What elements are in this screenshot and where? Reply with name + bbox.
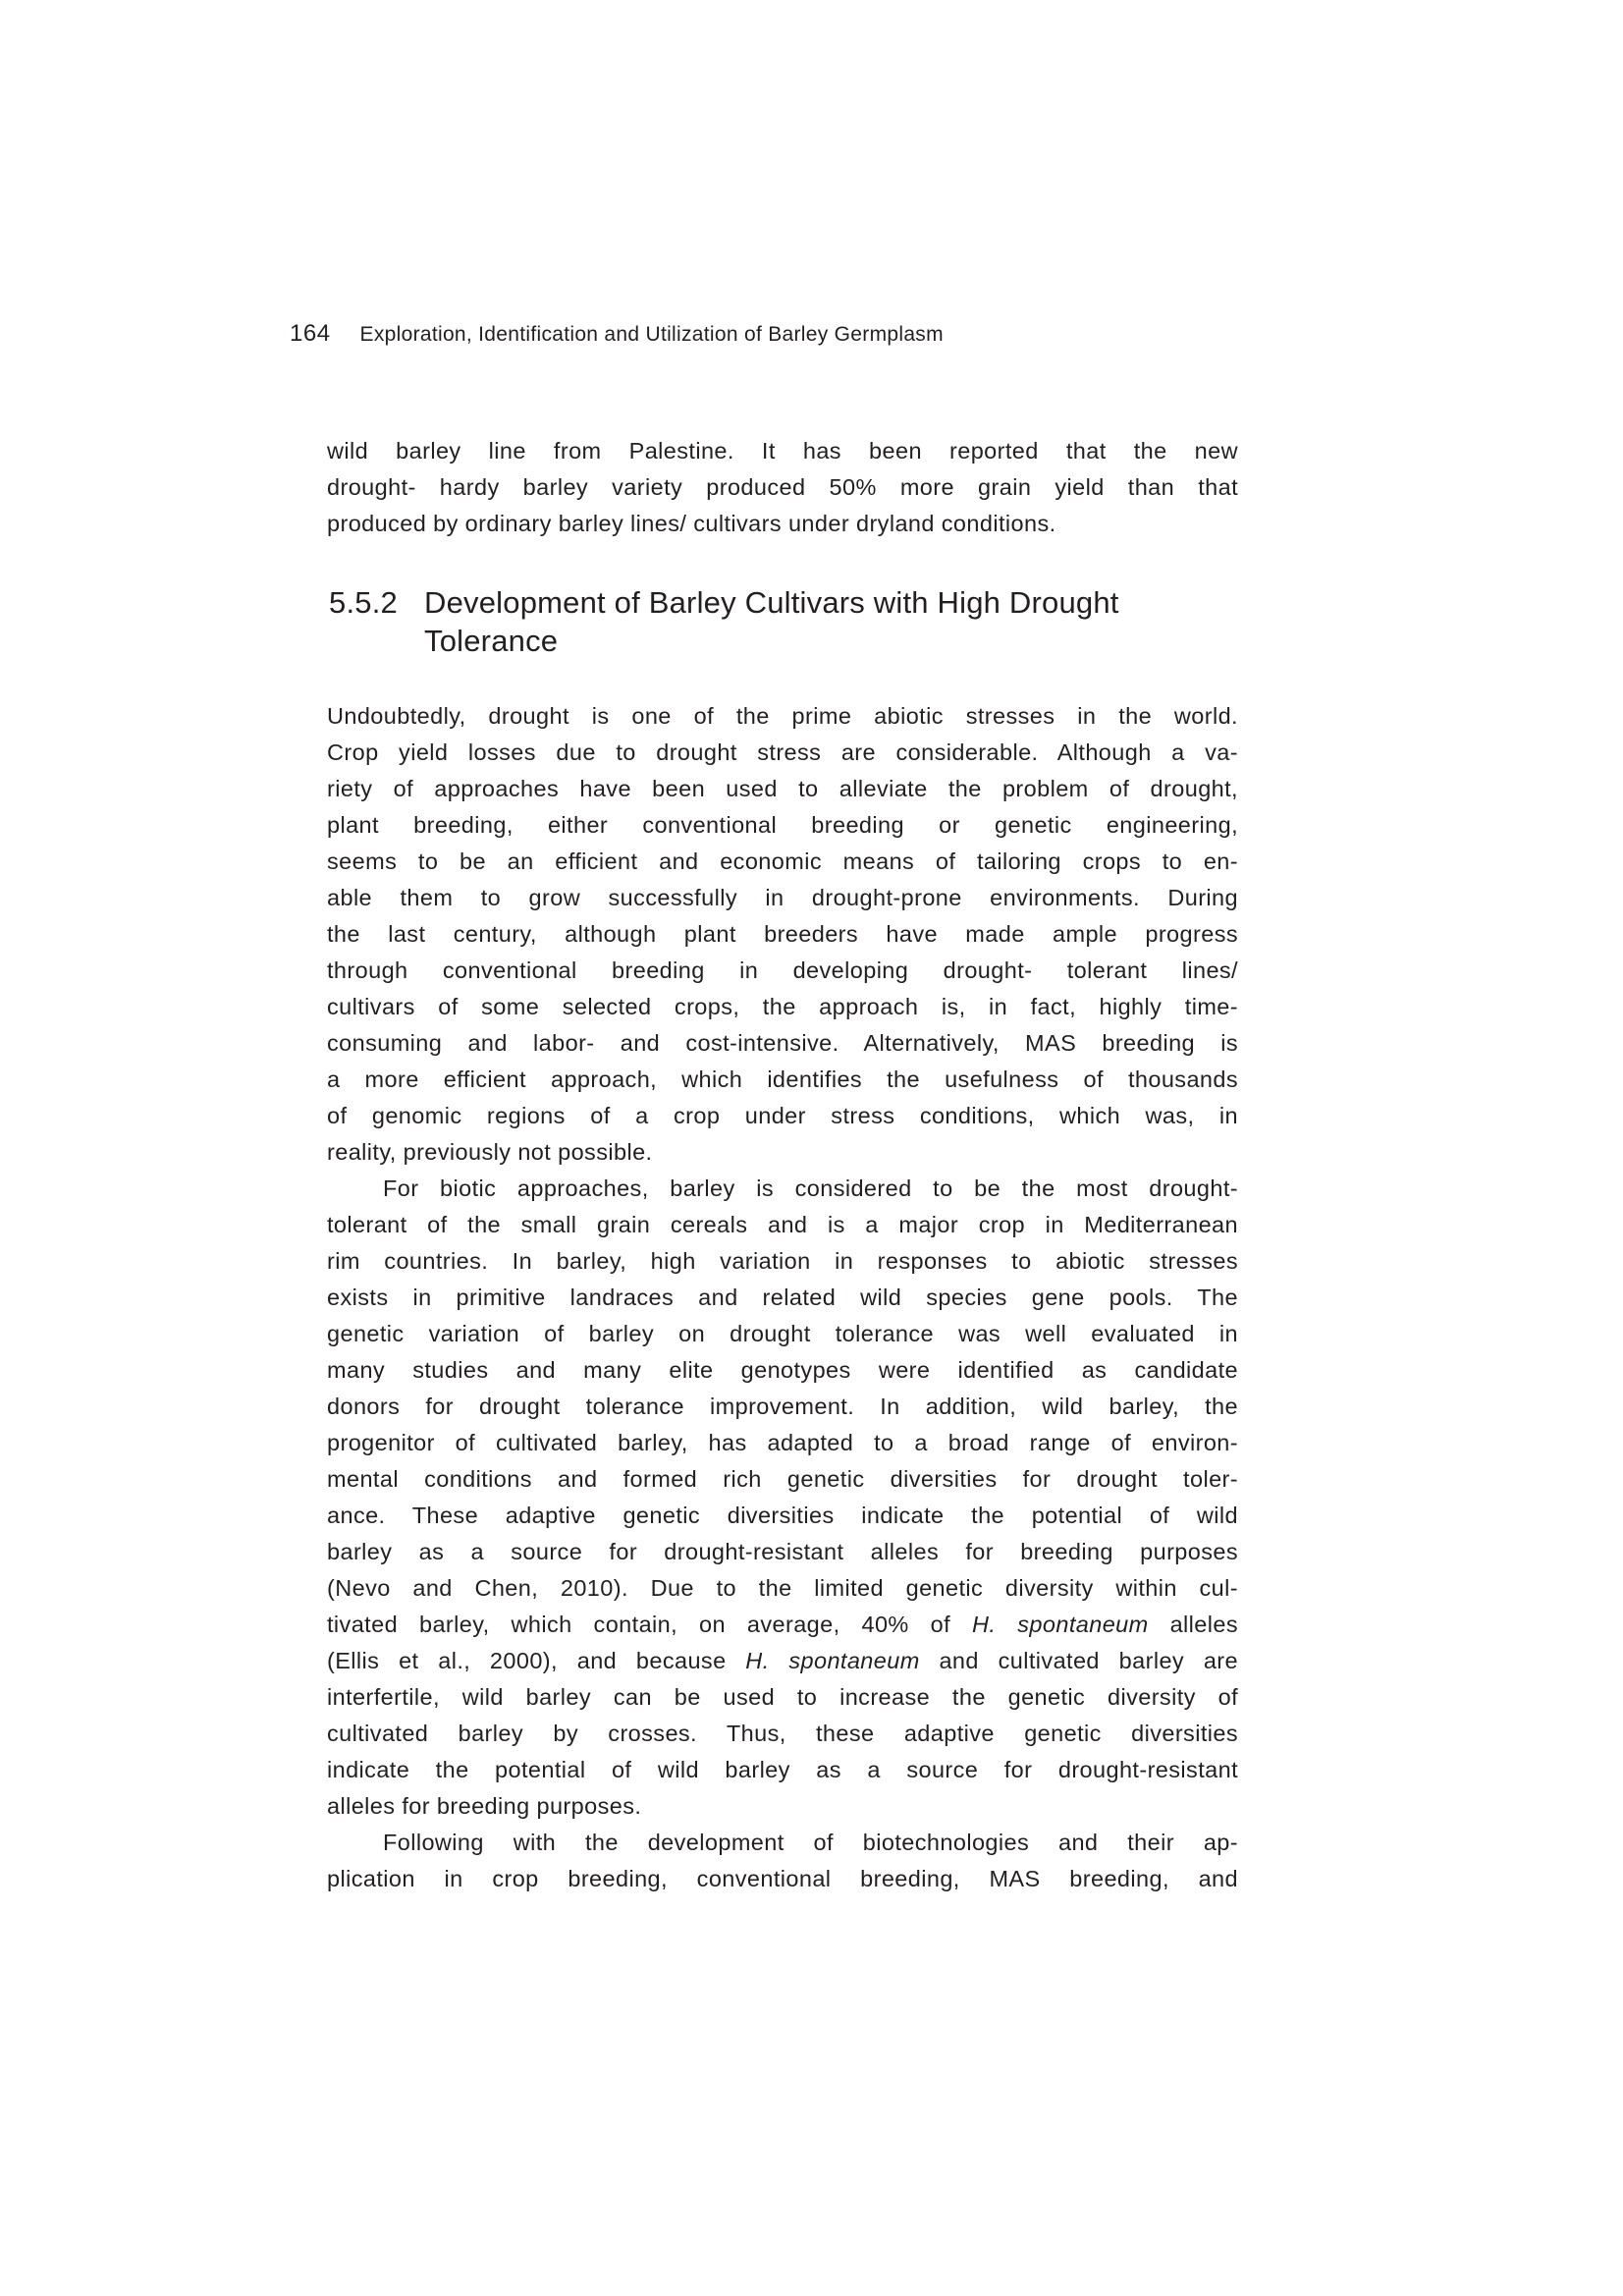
text-line: progenitor of cultivated barley, has adapted to a broad range of environ- — [327, 1430, 1238, 1455]
paragraph — [327, 433, 1238, 542]
text-line: Crop yield losses due to drought stress are considerable. Although a va- — [327, 739, 1238, 765]
text-line: of genomic regions of a crop under stress conditions, which was, in — [327, 1103, 1238, 1128]
paragraph — [327, 1825, 1238, 1897]
text-line: rim countries. In barley, high variation in responses to abiotic stresses — [327, 1248, 1238, 1274]
body-text — [327, 698, 1238, 1897]
text-line: interfertile, wild barley can be used to increase the genetic diversity of — [327, 1684, 1238, 1710]
paragraph — [327, 1171, 1238, 1825]
section-number: 5.5.2 — [329, 585, 398, 620]
text-line: indicate the potential of wild barley as a source for drought-resistant — [327, 1757, 1238, 1782]
text-line: exists in primitive landraces and related wild species gene pools. The — [327, 1285, 1238, 1310]
running-header — [290, 320, 944, 348]
running-title: Exploration, Identification and Utilization of Barley Germplasm — [359, 323, 944, 346]
section-title-line1: Development of Barley Cultivars with High Drought — [424, 585, 1119, 620]
text-line: barley as a source for drought-resistant alleles for breeding purposes — [327, 1539, 1238, 1564]
text-line: cultivars of some selected crops, the approach is, in fact, highly time- — [327, 994, 1238, 1019]
intro-paragraph — [327, 433, 1238, 542]
page-number: 164 — [290, 320, 331, 347]
text-line: (Nevo and Chen, 2010). Due to the limited genetic diversity within cul- — [327, 1575, 1238, 1601]
text-line: plication in crop breeding, conventional breeding, MAS breeding, and — [327, 1866, 1238, 1891]
text-line: through conventional breeding in developing drought- tolerant lines/ — [327, 957, 1238, 983]
text-line: a more efficient approach, which identifies the usefulness of thousands — [327, 1066, 1238, 1092]
text-line: For biotic approaches, barley is considered to be the most drought- — [383, 1175, 1238, 1201]
text-line: plant breeding, either conventional breeding or genetic engineering, — [327, 812, 1238, 838]
section-title-line2: Tolerance — [424, 624, 559, 658]
text-line: ance. These adaptive genetic diversities indicate the potential of wild — [327, 1503, 1238, 1528]
text-line: donors for drought tolerance improvement. In addition, wild barley, the — [327, 1394, 1238, 1419]
text-line: produced by ordinary barley lines/ cultivars under dryland conditions. — [327, 511, 1056, 536]
text-line: genetic variation of barley on drought tolerance was well evaluated in — [327, 1321, 1238, 1346]
section-heading — [329, 583, 1119, 660]
text-line: consuming and labor- and cost-intensive. Alternatively, MAS breeding is — [327, 1030, 1238, 1056]
paragraph — [327, 698, 1238, 1171]
text-line: drought- hardy barley variety produced 50% more grain yield than that — [327, 474, 1238, 500]
text-line: able them to grow successfully in drought-prone environments. During — [327, 885, 1238, 910]
text-line: Following with the development of biotechnologies and their ap- — [383, 1830, 1238, 1855]
text-line: Undoubtedly, drought is one of the prime abiotic stresses in the world. — [327, 703, 1238, 729]
text-line: seems to be an efficient and economic means of tailoring crops to en- — [327, 848, 1238, 874]
text-line: reality, previously not possible. — [327, 1139, 653, 1165]
text-line: tivated barley, which contain, on average, 40% of H. spontaneum alleles — [327, 1612, 1238, 1637]
text-line: mental conditions and formed rich genetic diversities for drought toler- — [327, 1466, 1238, 1492]
section-title — [424, 583, 1119, 660]
text-line: alleles for breeding purposes. — [327, 1793, 642, 1819]
text-line: riety of approaches have been used to alleviate the problem of drought, — [327, 776, 1238, 801]
text-line: cultivated barley by crosses. Thus, these adaptive genetic diversities — [327, 1721, 1238, 1746]
text-line: many studies and many elite genotypes were identified as candidate — [327, 1357, 1238, 1383]
text-line: the last century, although plant breeders have made ample progress — [327, 921, 1238, 947]
text-line: (Ellis et al., 2000), and because H. spontaneum and cultivated barley are — [327, 1648, 1238, 1673]
text-line: wild barley line from Palestine. It has been reported that the new — [327, 438, 1238, 464]
text-line: tolerant of the small grain cereals and is a major crop in Mediterranean — [327, 1212, 1238, 1237]
